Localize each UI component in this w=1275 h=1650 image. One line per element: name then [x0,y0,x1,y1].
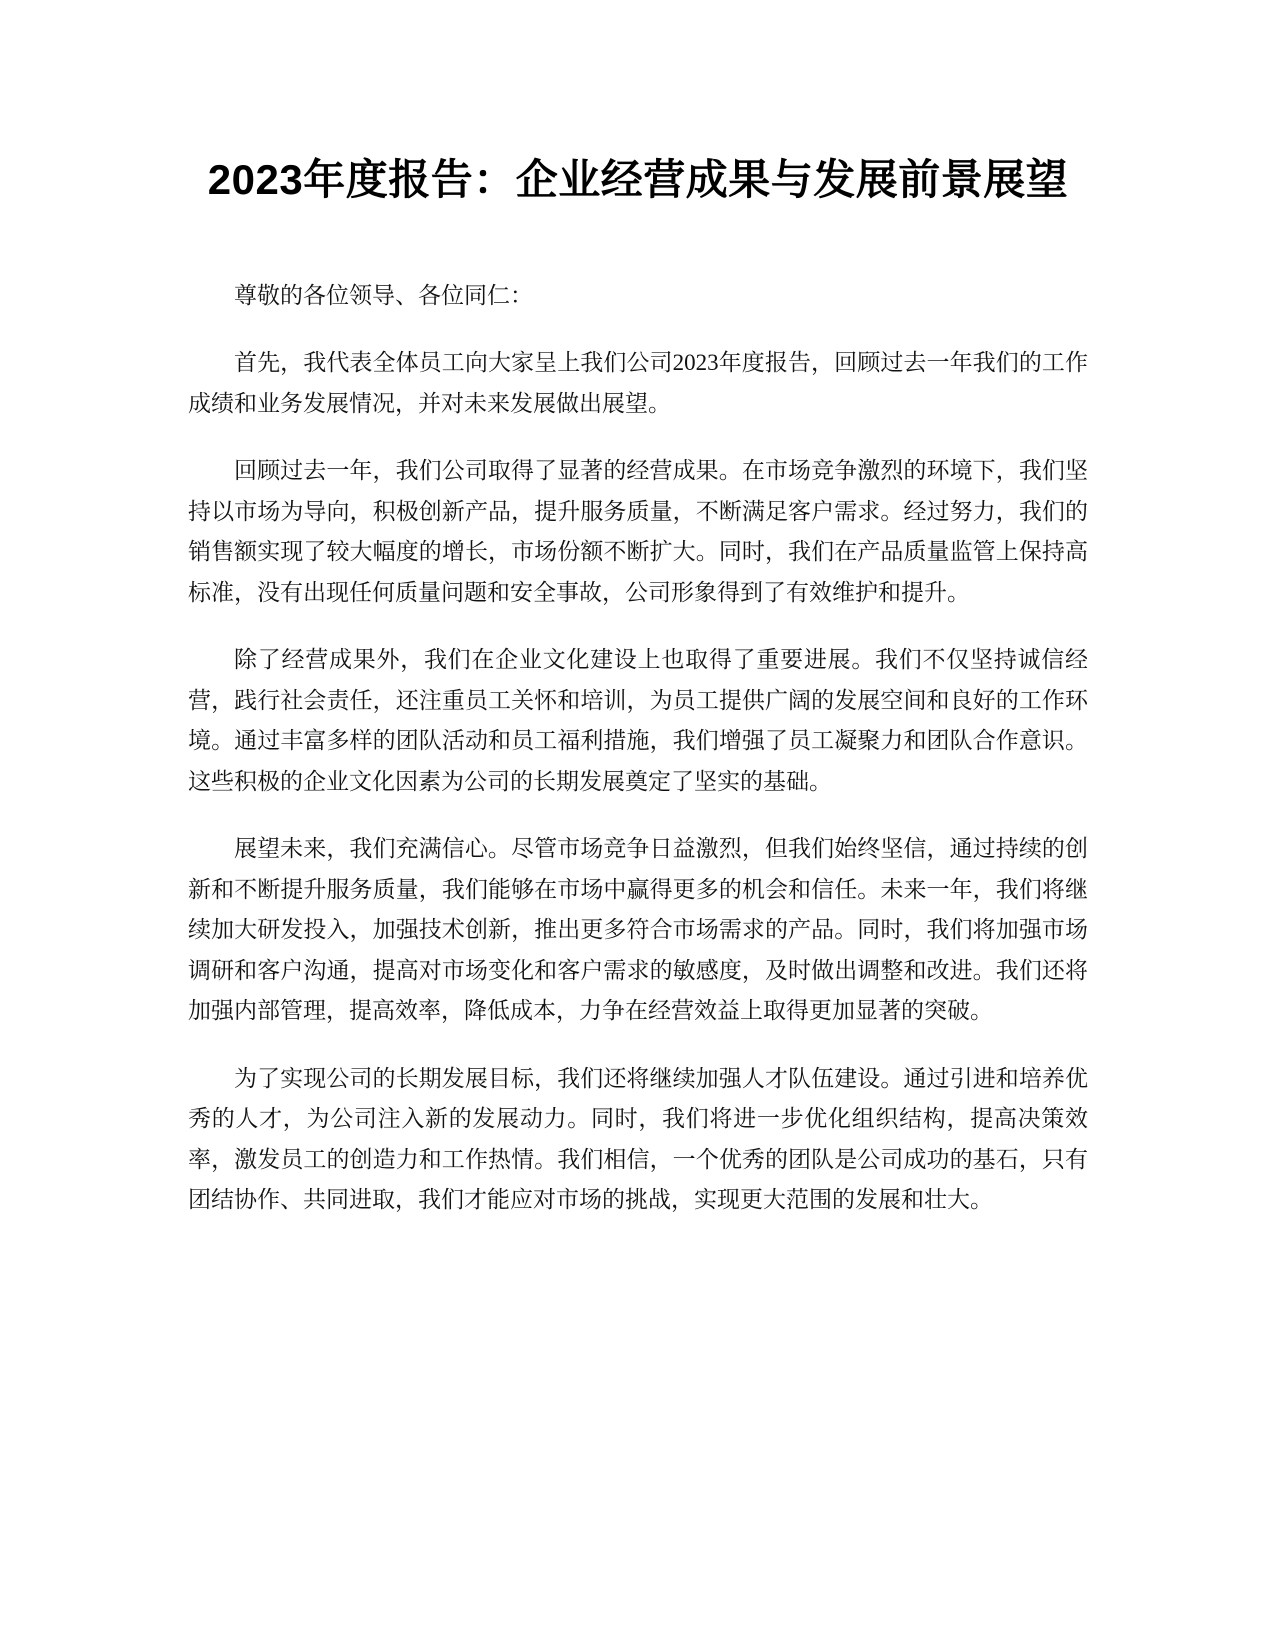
paragraph-outlook: 展望未来，我们充满信心。尽管市场竞争日益激烈，但我们始终坚信，通过持续的创新和不断提升服务质量，我们能够在市场中赢得更多的机会和信任。未来一年，我们将继续加大研发投入，加强技术创新，推出更多符合市场需求的产品。同时，我们将加强市场调研和客户沟通，提高对市场变化和客户需求的敏感度，及时做出调整和改进。我们还将加强内部管理，提高效率，降低成本，力争在经营效益上取得更加显著的突破。 [188,836,1088,1023]
paragraph-intro: 首先，我代表全体员工向大家呈上我们公司2023年度报告，回顾过去一年我们的工作成绩和业务发展情况，并对未来发展做出展望。 [188,350,1088,416]
paragraph-corporate-culture: 除了经营成果外，我们在企业文化建设上也取得了重要进展。我们不仅坚持诚信经营，践行社会责任，还注重员工关怀和培训，为员工提供广阔的发展空间和良好的工作环境。通过丰富多样的团队活动和员工福利措施，我们增强了员工凝聚力和团队合作意识。这些积极的企业文化因素为公司的长期发展奠定了坚实的基础。 [188,647,1088,794]
paragraph-business-results: 回顾过去一年，我们公司取得了显著的经营成果。在市场竞争激烈的环境下，我们坚持以市场为导向，积极创新产品，提升服务质量，不断满足客户需求。经过努力，我们的销售额实现了较大幅度的增长，市场份额不断扩大。同时，我们在产品质量监管上保持高标准，没有出现任何质量问题和安全事故，公司形象得到了有效维护和提升。 [188,458,1088,605]
paragraph-talent-development: 为了实现公司的长期发展目标，我们还将继续加强人才队伍建设。通过引进和培养优秀的人才，为公司注入新的发展动力。同时，我们将进一步优化组织结构，提高决策效率，激发员工的创造力和工作热情。我们相信，一个优秀的团队是公司成功的基石，只有团结协作、共同进取，我们才能应对市场的挑战，实现更大范围的发展和壮大。 [188,1065,1088,1212]
salutation: 尊敬的各位领导、各位同仁： [234,283,533,308]
document-title: 2023年度报告：企业经营成果与发展前景展望 [207,156,1069,203]
document-body [188,150,1088,1221]
